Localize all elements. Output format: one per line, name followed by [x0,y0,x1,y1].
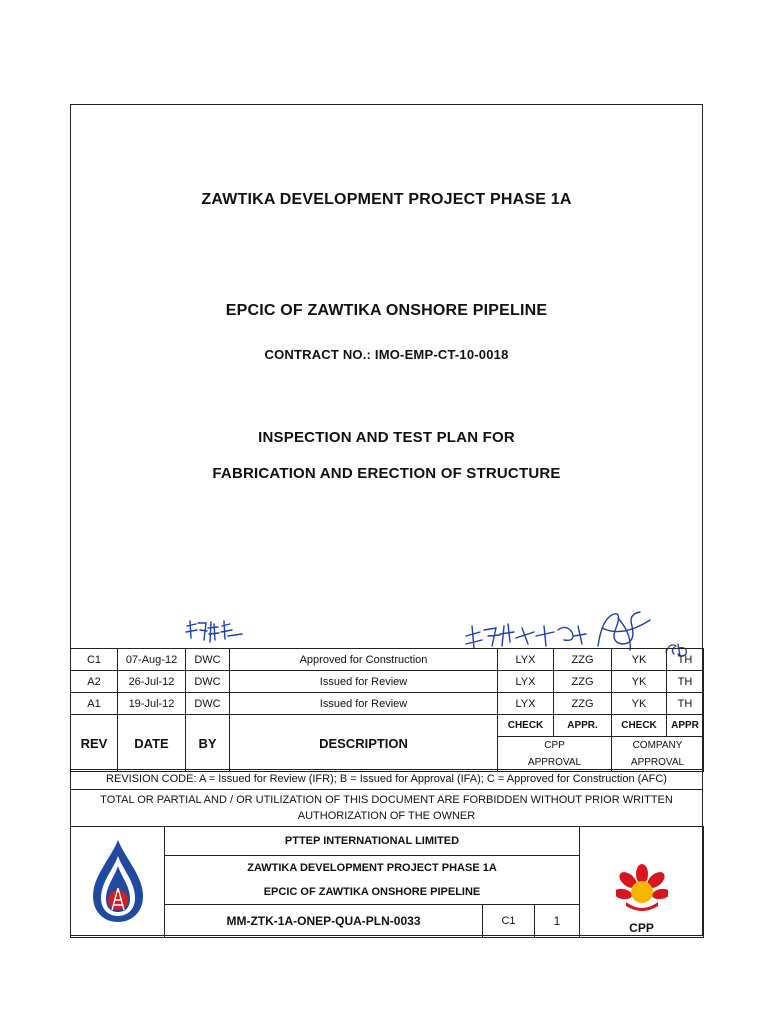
cpp-contractor-label: CPP [629,921,654,935]
revision-row [71,693,704,715]
date-cell: 19-Jul-12 [118,693,186,715]
company-check-cell: YK [612,649,667,671]
cpp-label: CPP [498,737,612,754]
cpp-logo-cell [580,827,704,938]
company-check-cell: YK [612,671,667,693]
revision-row [71,671,704,693]
description-cell: Approved for Construction [230,649,498,671]
signature-yk [592,608,656,652]
cpp-appr-cell: ZZG [554,671,612,693]
date-header: DATE [118,715,186,772]
cpp-appr-cell: ZZG [554,649,612,671]
rev-cell: A2 [71,671,118,693]
project-name: ZAWTIKA DEVELOPMENT PROJECT PHASE 1A [165,856,580,881]
document-title-line-1: INSPECTION AND TEST PLAN FOR [258,429,515,446]
description-header: DESCRIPTION [230,715,498,772]
copyright-warning [70,789,703,827]
description-cell: Issued for Review [230,693,498,715]
company-check-cell: YK [612,693,667,715]
rev-cell: C1 [71,649,118,671]
title-block [70,826,704,938]
by-header: BY [186,715,230,772]
epcic-name: EPCIC OF ZAWTIKA ONSHORE PIPELINE [165,880,580,905]
cpp-check-cell: LYX [498,649,554,671]
cpp-appr-header: APPR. [554,715,612,737]
rev-cell: A1 [71,693,118,715]
cpp-check-cell: LYX [498,671,554,693]
company-check-header: CHECK [612,715,667,737]
cpp-appr-cell: ZZG [554,693,612,715]
document-rev: C1 [483,905,535,938]
company-name: PTTEP INTERNATIONAL LIMITED [165,827,580,856]
revision-table [70,648,704,772]
pttep-drop-logo [89,838,147,924]
cpp-check-header: CHECK [498,715,554,737]
date-cell: 26-Jul-12 [118,671,186,693]
rev-header: REV [71,715,118,772]
by-cell: DWC [186,649,230,671]
cpp-check-cell: LYX [498,693,554,715]
project-title: ZAWTIKA DEVELOPMENT PROJECT PHASE 1A [201,191,572,208]
revision-row [71,649,704,671]
cpp-flower-logo [616,862,668,916]
warning-line-1: TOTAL OR PARTIAL AND / OR UTILIZATION OF THIS DOCUMENT ARE FORBIDDEN WITHOUT PRIOR WRITTEN [100,794,673,806]
document-title-line-2: FABRICATION AND ERECTION OF STRUCTURE [212,465,561,482]
epcic-title: EPCIC OF ZAWTIKA ONSHORE PIPELINE [225,302,548,319]
revision-header-row [71,715,704,737]
company-label: COMPANY [612,737,704,754]
company-approval-label: APPROVAL [612,753,704,772]
date-cell: 07-Aug-12 [118,649,186,671]
company-appr-cell: TH [667,649,704,671]
cpp-approval-label: APPROVAL [498,753,612,772]
signature-by [184,618,246,646]
revision-code-note: REVISION CODE: A = Issued for Review (IFR); B = Issued for Approval (IFA); C = Approved for Construction (AFC) [70,769,703,789]
pttep-logo-cell [71,827,165,938]
by-cell: DWC [186,671,230,693]
warning-line-2: AUTHORIZATION OF THE OWNER [297,810,476,822]
company-appr-cell: TH [667,693,704,715]
document-number: MM-ZTK-1A-ONEP-QUA-PLN-0033 [165,905,483,938]
company-appr-cell: TH [667,671,704,693]
contract-number: CONTRACT NO.: IMO-EMP-CT-10-0018 [264,347,509,362]
page-number: 1 [535,905,580,938]
by-cell: DWC [186,693,230,715]
description-cell: Issued for Review [230,671,498,693]
company-appr-header: APPR [667,715,704,737]
